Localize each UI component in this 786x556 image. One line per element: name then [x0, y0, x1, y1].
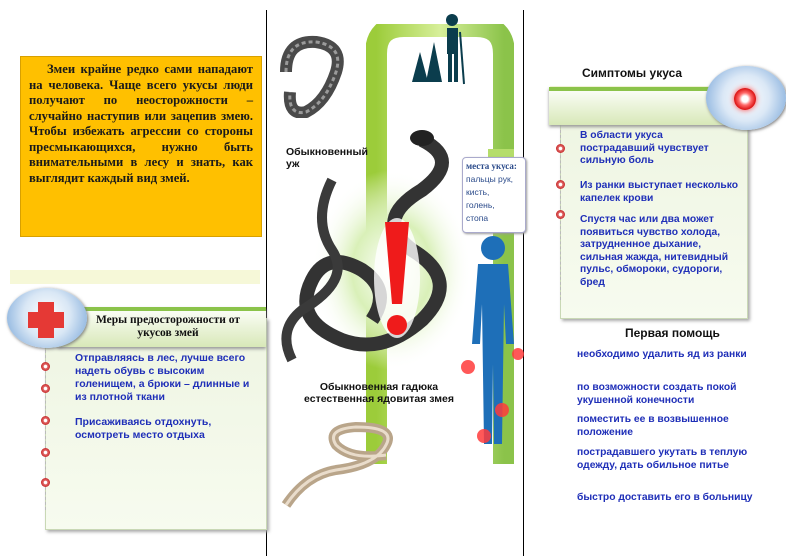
forest-hiker-icon: [402, 12, 468, 86]
bullet-icon: [41, 362, 50, 371]
symptom-item: В области укуса пострадавший чувствует сильную боль: [580, 130, 709, 166]
bullet-icon: [41, 448, 50, 457]
precaution-item: Присаживаясь отдохнуть, осмотреть место отдыха: [75, 416, 212, 441]
first-aid-item: по возможности создать покой укушенной конечности: [577, 382, 737, 406]
red-cross-icon-bar: [28, 312, 64, 328]
intro-text: Змеи крайне редко сами нападают на человека. Чаще всего укусы люди получают по неосторожности – случайно наступив или зацепив змею. Чтобы избежать агрессии со стороны пресмыкающихся, нужно быть внимательными в лесу и знать, как выглядит каждый вид змей.: [20, 56, 262, 237]
exclamation-warning-icon: [372, 212, 422, 344]
snake-skin-image: [276, 415, 406, 510]
human-body-figure: [458, 234, 528, 460]
first-aid-item: необходимо удалить яд из ранки: [577, 349, 747, 360]
red-dot-icon: [734, 88, 756, 110]
bullet-icon: [556, 210, 565, 219]
bullet-icon: [41, 478, 50, 487]
bullet-icon: [556, 144, 565, 153]
symptom-item: Спустя час или два может появиться чувство холода, затрудненное дыхание, сильная жажда, нитевидный пульс, обмороки, судороги, бред: [580, 214, 729, 288]
grass-snake-head-image: [276, 32, 348, 118]
first-aid-item: быстро доставить его в больницу: [577, 492, 753, 503]
first-aid-item: поместить ее в возвышенное положение: [577, 414, 729, 438]
bullet-icon: [41, 416, 50, 425]
symptoms-title: Симптомы укуса: [582, 66, 683, 80]
first-aid-item: пострадавшего укутать в теплую одежду, дать обильное питье: [577, 447, 748, 471]
first-aid-title: Первая помощь: [625, 326, 720, 340]
precaution-item: Отправляясь в лес, лучше всего надеть обувь с высоким голенищем, а брюки – длинные и из плотной ткани: [75, 352, 250, 403]
precautions-title: Меры предосторожности от укусов змей: [95, 314, 241, 339]
symptom-item: Из ранки выступает несколько капелек крови: [580, 180, 739, 204]
bullet-icon: [41, 384, 50, 393]
grass-snake-caption: Обыкновенный уж: [286, 146, 368, 170]
bite-place-item: кисть,: [466, 187, 490, 197]
bite-places-title: места укуса:: [466, 161, 517, 171]
viper-caption: Обыкновенная гадюка естественная ядовитая змея: [304, 381, 454, 405]
bite-place-item: голень,: [466, 200, 495, 210]
bullet-icon: [556, 180, 565, 189]
precautions-top-strip: [10, 270, 260, 284]
bite-place-item: пальцы рук,: [466, 174, 514, 184]
symptoms-header-band: [549, 87, 729, 125]
bite-place-item: стопа: [466, 213, 489, 223]
